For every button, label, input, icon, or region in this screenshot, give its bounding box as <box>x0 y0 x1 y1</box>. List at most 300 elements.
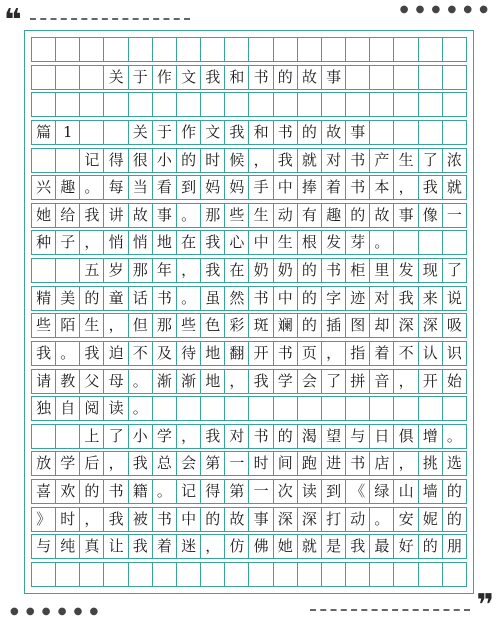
grid-cell: 讲 <box>104 204 128 227</box>
grid-cell: 我 <box>394 287 418 310</box>
grid-cell <box>225 38 249 61</box>
grid-cell: ， <box>249 149 273 172</box>
grid-cell: 渴 <box>298 425 322 448</box>
grid-cell: 到 <box>322 480 346 503</box>
grid-cell: 但 <box>129 314 153 337</box>
grid-cell: 第 <box>225 480 249 503</box>
grid-cell: 深 <box>274 508 298 531</box>
grid-cell: 次 <box>274 480 298 503</box>
grid-cell: 中 <box>249 231 273 254</box>
grid-cell: 生 <box>394 149 418 172</box>
grid-cell: 书 <box>346 452 370 475</box>
grid-cell: 认 <box>419 342 443 365</box>
grid-cell: 吸 <box>443 314 467 337</box>
grid-row <box>31 369 467 394</box>
grid-cell <box>298 397 322 420</box>
grid-cell: 佛 <box>249 535 273 558</box>
grid-cell <box>249 93 273 116</box>
grid-cell <box>298 563 322 586</box>
grid-cell: 些 <box>177 314 201 337</box>
grid-row <box>31 313 467 338</box>
grid-cell: 时 <box>249 452 273 475</box>
grid-cell: 日 <box>370 425 394 448</box>
grid-cell: 被 <box>129 508 153 531</box>
grid-cell: 的 <box>177 149 201 172</box>
grid-cell: 一 <box>249 480 273 503</box>
grid-cell <box>177 397 201 420</box>
grid-cell <box>346 38 370 61</box>
grid-cell <box>370 38 394 61</box>
grid-cell: 纯 <box>56 535 80 558</box>
grid-cell: 读 <box>104 397 128 420</box>
grid-cell: 生 <box>249 204 273 227</box>
grid-cell: 的 <box>346 204 370 227</box>
grid-cell: 打 <box>322 508 346 531</box>
grid-cell: 进 <box>322 452 346 475</box>
grid-row <box>31 562 467 587</box>
grid-row <box>31 258 467 283</box>
grid-cell: ， <box>394 370 418 393</box>
grid-cell: 奶 <box>274 259 298 282</box>
grid-cell <box>32 259 56 282</box>
grid-cell: 深 <box>298 508 322 531</box>
grid-cell: 好 <box>394 535 418 558</box>
grid-cell <box>32 425 56 448</box>
grid-row <box>31 479 467 504</box>
grid-cell: ， <box>225 370 249 393</box>
grid-cell: 1 <box>56 121 80 144</box>
grid-cell: 渐 <box>177 370 201 393</box>
grid-cell: 我 <box>201 425 225 448</box>
grid-cell: 和 <box>249 121 273 144</box>
grid-cell: 最 <box>370 535 394 558</box>
grid-cell: 妈 <box>225 176 249 199</box>
grid-cell: 的 <box>80 480 104 503</box>
open-quote-icon: ❝ <box>4 3 22 38</box>
grid-cell: 斑 <box>249 314 273 337</box>
grid-cell: 我 <box>274 149 298 172</box>
grid-cell: 及 <box>153 342 177 365</box>
grid-cell: 像 <box>419 204 443 227</box>
grid-cell: 于 <box>129 66 153 89</box>
grid-cell: 书 <box>346 149 370 172</box>
grid-row <box>31 424 467 449</box>
grid-cell: 书 <box>104 480 128 503</box>
grid-cell <box>56 149 80 172</box>
grid-row <box>31 175 467 200</box>
grid-row <box>31 396 467 421</box>
grid-cell: 些 <box>32 314 56 337</box>
grid-cell: 小 <box>129 425 153 448</box>
grid-cell: 事 <box>394 204 418 227</box>
grid-cell <box>322 563 346 586</box>
grid-cell <box>370 397 394 420</box>
grid-cell: 书 <box>153 287 177 310</box>
grid-cell <box>80 121 104 144</box>
grid-cell <box>394 93 418 116</box>
grid-cell: 在 <box>177 231 201 254</box>
grid-cell: 俱 <box>394 425 418 448</box>
grid-cell: 我 <box>201 231 225 254</box>
grid-cell: 欢 <box>56 480 80 503</box>
grid-cell: 的 <box>298 121 322 144</box>
grid-cell: 本 <box>370 176 394 199</box>
grid-cell: 地 <box>153 231 177 254</box>
grid-cell: ， <box>322 342 346 365</box>
grid-cell: 浓 <box>443 149 467 172</box>
grid-cell <box>298 93 322 116</box>
grid-cell: 地 <box>201 342 225 365</box>
grid-cell: 得 <box>201 480 225 503</box>
grid-cell: 那 <box>153 314 177 337</box>
grid-cell: 的 <box>274 425 298 448</box>
grid-cell <box>443 66 467 89</box>
grid-cell: 是 <box>322 535 346 558</box>
grid-cell: 翻 <box>225 342 249 365</box>
grid-cell <box>104 121 128 144</box>
grid-cell: 趣 <box>56 176 80 199</box>
grid-cell <box>129 38 153 61</box>
grid-cell: 着 <box>322 176 346 199</box>
grid-cell <box>153 563 177 586</box>
grid-cell: 悄 <box>129 231 153 254</box>
grid-cell <box>346 563 370 586</box>
grid-cell: 的 <box>443 480 467 503</box>
grid-cell: 始 <box>443 370 467 393</box>
grid-cell: ， <box>80 231 104 254</box>
grid-cell: 让 <box>104 535 128 558</box>
grid-cell: 开 <box>249 342 273 365</box>
grid-cell <box>201 93 225 116</box>
grid-cell <box>322 38 346 61</box>
grid-cell: ， <box>104 452 128 475</box>
grid-cell: 。 <box>129 397 153 420</box>
grid-cell: 教 <box>56 370 80 393</box>
grid-cell: 对 <box>370 287 394 310</box>
grid-cell: 识 <box>443 342 467 365</box>
bottom-dots-decoration: ● ● ● ● ● ● <box>10 606 101 617</box>
grid-cell: 我 <box>201 66 225 89</box>
grid-cell: 于 <box>153 121 177 144</box>
grid-cell <box>370 121 394 144</box>
grid-cell: 墙 <box>419 480 443 503</box>
grid-cell <box>443 231 467 254</box>
grid-cell <box>56 425 80 448</box>
grid-cell: 。 <box>177 287 201 310</box>
grid-cell: 字 <box>322 287 346 310</box>
manuscript-grid <box>31 37 467 587</box>
grid-cell: 书 <box>249 66 273 89</box>
grid-cell: 指 <box>346 342 370 365</box>
grid-cell: 年 <box>153 259 177 282</box>
grid-cell <box>32 38 56 61</box>
grid-cell: 放 <box>32 452 56 475</box>
grid-cell: 我 <box>129 535 153 558</box>
grid-cell: 阅 <box>80 397 104 420</box>
grid-cell <box>80 38 104 61</box>
grid-cell: 自 <box>56 397 80 420</box>
grid-cell: 我 <box>129 452 153 475</box>
grid-cell: 然 <box>225 287 249 310</box>
grid-cell <box>274 563 298 586</box>
grid-cell <box>129 93 153 116</box>
grid-cell: 与 <box>32 535 56 558</box>
grid-cell: 精 <box>32 287 56 310</box>
grid-cell: 关 <box>129 121 153 144</box>
grid-cell <box>419 121 443 144</box>
grid-cell <box>201 563 225 586</box>
grid-cell: 彩 <box>225 314 249 337</box>
grid-cell: 了 <box>419 149 443 172</box>
grid-cell: 。 <box>370 508 394 531</box>
grid-cell <box>32 149 56 172</box>
grid-cell <box>443 563 467 586</box>
grid-cell <box>177 563 201 586</box>
grid-cell: 我 <box>104 508 128 531</box>
grid-cell: 的 <box>298 287 322 310</box>
grid-cell: 仿 <box>225 535 249 558</box>
grid-cell: 那 <box>129 259 153 282</box>
grid-cell: 童 <box>104 287 128 310</box>
grid-cell: 故 <box>129 204 153 227</box>
grid-cell: 绿 <box>370 480 394 503</box>
grid-cell <box>394 66 418 89</box>
grid-cell: 生 <box>80 314 104 337</box>
grid-cell: 有 <box>298 204 322 227</box>
grid-cell: 虽 <box>201 287 225 310</box>
grid-cell: 迫 <box>104 342 128 365</box>
grid-cell <box>32 93 56 116</box>
grid-cell <box>32 66 56 89</box>
grid-cell: 拼 <box>346 370 370 393</box>
grid-cell: ， <box>177 425 201 448</box>
grid-cell: 挑 <box>419 452 443 475</box>
grid-cell: 山 <box>394 480 418 503</box>
grid-cell: 学 <box>274 370 298 393</box>
grid-cell: 我 <box>80 342 104 365</box>
grid-cell <box>394 397 418 420</box>
grid-row <box>31 341 467 366</box>
grid-cell: 学 <box>56 452 80 475</box>
grid-cell: 安 <box>394 508 418 531</box>
grid-cell: 对 <box>322 149 346 172</box>
grid-cell <box>249 563 273 586</box>
grid-cell: 时 <box>56 508 80 531</box>
grid-cell: 地 <box>201 370 225 393</box>
grid-cell: 发 <box>394 259 418 282</box>
grid-cell: 事 <box>322 66 346 89</box>
grid-cell: 的 <box>80 287 104 310</box>
grid-cell <box>177 38 201 61</box>
grid-cell: 根 <box>298 231 322 254</box>
grid-cell: 的 <box>443 508 467 531</box>
grid-row <box>31 507 467 532</box>
grid-row <box>31 286 467 311</box>
grid-cell <box>370 93 394 116</box>
grid-cell: 书 <box>274 121 298 144</box>
top-dots-decoration: ● ● ● ● ● ● <box>399 4 490 15</box>
grid-cell: 图 <box>346 314 370 337</box>
grid-cell: 她 <box>32 204 56 227</box>
grid-cell <box>177 93 201 116</box>
grid-cell <box>443 121 467 144</box>
grid-cell: 文 <box>177 66 201 89</box>
grid-cell: 悄 <box>104 231 128 254</box>
grid-cell: 子 <box>56 231 80 254</box>
grid-cell: 事 <box>346 121 370 144</box>
grid-cell: 很 <box>129 149 153 172</box>
grid-cell: 我 <box>419 176 443 199</box>
grid-cell: 生 <box>274 231 298 254</box>
grid-cell: 故 <box>225 508 249 531</box>
grid-cell: ， <box>80 508 104 531</box>
grid-row <box>31 230 467 255</box>
grid-cell: 故 <box>370 204 394 227</box>
grid-cell: 来 <box>419 287 443 310</box>
grid-cell: 对 <box>225 425 249 448</box>
grid-cell: 奶 <box>249 259 273 282</box>
grid-cell: 我 <box>249 370 273 393</box>
grid-cell: 当 <box>129 176 153 199</box>
grid-cell: 作 <box>153 66 177 89</box>
grid-cell <box>274 38 298 61</box>
grid-cell: 小 <box>153 149 177 172</box>
grid-cell: 第 <box>201 452 225 475</box>
grid-cell: 文 <box>201 121 225 144</box>
grid-cell: 我 <box>201 259 225 282</box>
grid-cell: 书 <box>249 287 273 310</box>
grid-cell: 的 <box>298 314 322 337</box>
grid-cell: 母 <box>104 370 128 393</box>
grid-cell: 的 <box>419 535 443 558</box>
grid-row <box>31 37 467 62</box>
grid-cell: 插 <box>322 314 346 337</box>
grid-cell: 独 <box>32 397 56 420</box>
grid-cell: 中 <box>177 508 201 531</box>
grid-cell: 话 <box>129 287 153 310</box>
grid-cell: 增 <box>419 425 443 448</box>
grid-cell: 就 <box>298 535 322 558</box>
grid-cell <box>346 397 370 420</box>
grid-cell: 朋 <box>443 535 467 558</box>
grid-cell: 书 <box>322 259 346 282</box>
grid-cell <box>419 93 443 116</box>
grid-cell: 书 <box>249 425 273 448</box>
grid-cell: ， <box>394 176 418 199</box>
grid-cell <box>80 93 104 116</box>
grid-cell: 的 <box>298 259 322 282</box>
grid-cell: 我 <box>32 342 56 365</box>
grid-cell: 得 <box>104 149 128 172</box>
grid-cell <box>56 563 80 586</box>
grid-cell: 。 <box>443 425 467 448</box>
grid-cell <box>298 38 322 61</box>
grid-cell <box>370 66 394 89</box>
grid-cell: 的 <box>201 508 225 531</box>
grid-cell: 记 <box>177 480 201 503</box>
grid-cell: 书 <box>274 342 298 365</box>
grid-cell: 岁 <box>104 259 128 282</box>
grid-cell: 产 <box>370 149 394 172</box>
grid-cell <box>346 66 370 89</box>
grid-cell: 陌 <box>56 314 80 337</box>
grid-cell: 页 <box>298 342 322 365</box>
grid-cell: 一 <box>443 204 467 227</box>
grid-cell <box>274 93 298 116</box>
grid-cell: 会 <box>298 370 322 393</box>
grid-cell: 故 <box>298 66 322 89</box>
grid-cell: 芽 <box>346 231 370 254</box>
grid-cell <box>129 563 153 586</box>
grid-cell <box>56 66 80 89</box>
grid-cell: 柜 <box>346 259 370 282</box>
grid-cell <box>225 563 249 586</box>
grid-cell <box>443 38 467 61</box>
grid-cell: ， <box>201 535 225 558</box>
grid-cell: 候 <box>225 149 249 172</box>
grid-cell <box>32 563 56 586</box>
grid-cell: 。 <box>129 370 153 393</box>
grid-cell <box>104 38 128 61</box>
grid-cell: 了 <box>104 425 128 448</box>
grid-cell: 美 <box>56 287 80 310</box>
grid-cell: 妈 <box>201 176 225 199</box>
grid-cell: 《 <box>346 480 370 503</box>
grid-cell <box>80 66 104 89</box>
grid-cell: 。 <box>56 342 80 365</box>
grid-cell: 。 <box>177 204 201 227</box>
grid-cell: 。 <box>80 176 104 199</box>
grid-cell: 。 <box>153 480 177 503</box>
grid-cell: 开 <box>419 370 443 393</box>
grid-cell: 待 <box>177 342 201 365</box>
grid-cell: ， <box>177 259 201 282</box>
grid-cell <box>80 563 104 586</box>
grid-cell: 发 <box>322 231 346 254</box>
grid-cell: 中 <box>274 176 298 199</box>
grid-cell: 篇 <box>32 121 56 144</box>
grid-cell: 选 <box>443 452 467 475</box>
grid-cell: 给 <box>56 204 80 227</box>
grid-cell: 一 <box>225 452 249 475</box>
grid-cell: 时 <box>201 149 225 172</box>
grid-cell: 种 <box>32 231 56 254</box>
bottom-dash-divider <box>310 609 470 611</box>
grid-cell: 籍 <box>129 480 153 503</box>
grid-cell: 后 <box>80 452 104 475</box>
grid-cell <box>153 93 177 116</box>
grid-cell: 间 <box>274 452 298 475</box>
grid-cell <box>56 93 80 116</box>
grid-cell <box>249 38 273 61</box>
grid-cell <box>104 563 128 586</box>
grid-cell <box>201 38 225 61</box>
grid-cell: 心 <box>225 231 249 254</box>
grid-cell: ， <box>394 452 418 475</box>
grid-cell: 不 <box>394 342 418 365</box>
grid-cell: 里 <box>370 259 394 282</box>
grid-cell: 看 <box>153 176 177 199</box>
grid-cell <box>394 121 418 144</box>
grid-cell: 了 <box>322 370 346 393</box>
grid-cell <box>419 563 443 586</box>
grid-cell: 望 <box>322 425 346 448</box>
grid-cell <box>419 38 443 61</box>
top-dash-divider <box>30 18 190 20</box>
grid-cell <box>394 231 418 254</box>
grid-cell: 到 <box>177 176 201 199</box>
grid-cell: 却 <box>370 314 394 337</box>
